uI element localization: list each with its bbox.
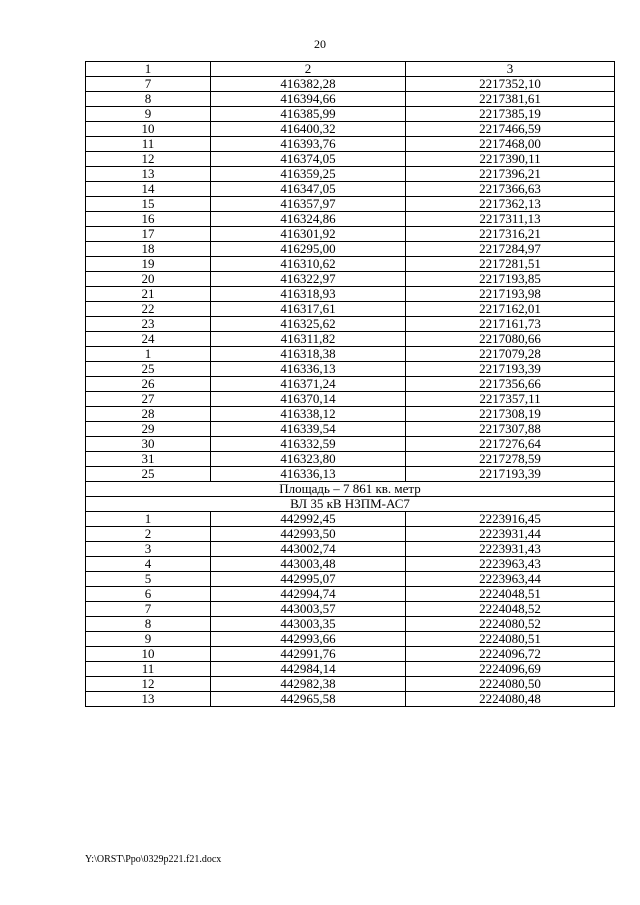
table-row (86, 587, 615, 602)
table-row (86, 362, 615, 377)
table-row (86, 317, 615, 332)
table-row (86, 287, 615, 302)
table-row (86, 347, 615, 362)
x-coordinate-cell: 443003,35 (211, 617, 406, 632)
point-number-cell: 25 (86, 467, 211, 482)
x-coordinate-cell: 416323,80 (211, 452, 406, 467)
x-coordinate-cell: 416347,05 (211, 182, 406, 197)
coordinates-table (85, 61, 615, 707)
x-coordinate-cell: 416332,59 (211, 437, 406, 452)
x-coordinate-cell: 443003,48 (211, 557, 406, 572)
x-coordinate-cell: 416336,13 (211, 467, 406, 482)
y-coordinate-cell: 2217276,64 (406, 437, 615, 452)
point-number-cell: 18 (86, 242, 211, 257)
point-number-cell: 20 (86, 272, 211, 287)
y-coordinate-cell: 2217281,51 (406, 257, 615, 272)
point-number-cell: 17 (86, 227, 211, 242)
table-row (86, 227, 615, 242)
table-row (86, 662, 615, 677)
table-row (86, 647, 615, 662)
point-number-cell: 31 (86, 452, 211, 467)
table-row (86, 407, 615, 422)
y-coordinate-cell: 2217284,97 (406, 242, 615, 257)
table-row (86, 182, 615, 197)
table-row (86, 122, 615, 137)
point-number-cell: 13 (86, 167, 211, 182)
table-row (86, 257, 615, 272)
y-coordinate-cell: 2224080,50 (406, 677, 615, 692)
x-coordinate-cell: 416371,24 (211, 377, 406, 392)
y-coordinate-cell: 2217193,39 (406, 362, 615, 377)
point-number-cell: 13 (86, 692, 211, 707)
page-number: 20 (314, 37, 326, 51)
x-coordinate-cell: 443002,74 (211, 542, 406, 557)
table-row (86, 572, 615, 587)
table-row (86, 557, 615, 572)
table-row (86, 167, 615, 182)
x-coordinate-cell: 442991,76 (211, 647, 406, 662)
table-row (86, 527, 615, 542)
y-coordinate-cell: 2217193,98 (406, 287, 615, 302)
y-coordinate-cell: 2217396,21 (406, 167, 615, 182)
point-number-cell: 9 (86, 107, 211, 122)
y-coordinate-cell: 2217278,59 (406, 452, 615, 467)
x-coordinate-cell: 416295,00 (211, 242, 406, 257)
file-path-footer: Y:\ORST\Ppo\0329p221.f21.docx (85, 854, 222, 865)
y-coordinate-cell: 2217362,13 (406, 197, 615, 212)
section-title: ВЛ 35 кВ НЗПМ-АС7 (86, 497, 615, 512)
point-number-cell: 10 (86, 122, 211, 137)
y-coordinate-cell: 2223931,43 (406, 542, 615, 557)
point-number-cell: 7 (86, 602, 211, 617)
column-header-y: 3 (406, 62, 615, 77)
y-coordinate-cell: 2224080,51 (406, 632, 615, 647)
x-coordinate-cell: 416318,93 (211, 287, 406, 302)
point-number-cell: 25 (86, 362, 211, 377)
y-coordinate-cell: 2217311,13 (406, 212, 615, 227)
table-row (86, 137, 615, 152)
y-coordinate-cell: 2217466,59 (406, 122, 615, 137)
y-coordinate-cell: 2217381,61 (406, 92, 615, 107)
table-row (86, 677, 615, 692)
y-coordinate-cell: 2224048,52 (406, 602, 615, 617)
table-row (86, 377, 615, 392)
point-number-cell: 23 (86, 317, 211, 332)
x-coordinate-cell: 442965,58 (211, 692, 406, 707)
column-header-point: 1 (86, 62, 211, 77)
point-number-cell: 5 (86, 572, 211, 587)
point-number-cell: 7 (86, 77, 211, 92)
area-total: Площадь – 7 861 кв. метр (86, 482, 615, 497)
header-row (86, 62, 615, 77)
coordinates-table-body (86, 62, 615, 707)
y-coordinate-cell: 2224080,52 (406, 617, 615, 632)
y-coordinate-cell: 2223963,43 (406, 557, 615, 572)
point-number-cell: 16 (86, 212, 211, 227)
point-number-cell: 4 (86, 557, 211, 572)
y-coordinate-cell: 2224048,51 (406, 587, 615, 602)
point-number-cell: 9 (86, 632, 211, 647)
section-title-row (86, 497, 615, 512)
point-number-cell: 8 (86, 617, 211, 632)
point-number-cell: 27 (86, 392, 211, 407)
column-header-x: 2 (211, 62, 406, 77)
y-coordinate-cell: 2217385,19 (406, 107, 615, 122)
table-row (86, 197, 615, 212)
point-number-cell: 24 (86, 332, 211, 347)
x-coordinate-cell: 416325,62 (211, 317, 406, 332)
y-coordinate-cell: 2217356,66 (406, 377, 615, 392)
y-coordinate-cell: 2217193,85 (406, 272, 615, 287)
point-number-cell: 30 (86, 437, 211, 452)
x-coordinate-cell: 442993,50 (211, 527, 406, 542)
table-row (86, 437, 615, 452)
point-number-cell: 12 (86, 677, 211, 692)
x-coordinate-cell: 416393,76 (211, 137, 406, 152)
y-coordinate-cell: 2223916,45 (406, 512, 615, 527)
x-coordinate-cell: 416357,97 (211, 197, 406, 212)
point-number-cell: 2 (86, 527, 211, 542)
point-number-cell: 19 (86, 257, 211, 272)
x-coordinate-cell: 442993,66 (211, 632, 406, 647)
x-coordinate-cell: 442994,74 (211, 587, 406, 602)
y-coordinate-cell: 2224080,48 (406, 692, 615, 707)
point-number-cell: 8 (86, 92, 211, 107)
table-row (86, 452, 615, 467)
x-coordinate-cell: 442992,45 (211, 512, 406, 527)
table-row (86, 632, 615, 647)
y-coordinate-cell: 2224096,69 (406, 662, 615, 677)
point-number-cell: 11 (86, 662, 211, 677)
x-coordinate-cell: 416317,61 (211, 302, 406, 317)
x-coordinate-cell: 416394,66 (211, 92, 406, 107)
table-row (86, 152, 615, 167)
y-coordinate-cell: 2217161,73 (406, 317, 615, 332)
point-number-cell: 12 (86, 152, 211, 167)
y-coordinate-cell: 2217307,88 (406, 422, 615, 437)
x-coordinate-cell: 442984,14 (211, 662, 406, 677)
x-coordinate-cell: 443003,57 (211, 602, 406, 617)
x-coordinate-cell: 416400,32 (211, 122, 406, 137)
y-coordinate-cell: 2217366,63 (406, 182, 615, 197)
table-row (86, 92, 615, 107)
table-row (86, 467, 615, 482)
y-coordinate-cell: 2217193,39 (406, 467, 615, 482)
table-row (86, 107, 615, 122)
x-coordinate-cell: 442995,07 (211, 572, 406, 587)
table-row (86, 602, 615, 617)
x-coordinate-cell: 416301,92 (211, 227, 406, 242)
point-number-cell: 11 (86, 137, 211, 152)
table-row (86, 542, 615, 557)
table-row (86, 212, 615, 227)
x-coordinate-cell: 416370,14 (211, 392, 406, 407)
x-coordinate-cell: 416385,99 (211, 107, 406, 122)
point-number-cell: 15 (86, 197, 211, 212)
area-total-row (86, 482, 615, 497)
x-coordinate-cell: 416318,38 (211, 347, 406, 362)
y-coordinate-cell: 2217316,21 (406, 227, 615, 242)
point-number-cell: 22 (86, 302, 211, 317)
point-number-cell: 14 (86, 182, 211, 197)
y-coordinate-cell: 2217162,01 (406, 302, 615, 317)
point-number-cell: 6 (86, 587, 211, 602)
point-number-cell: 1 (86, 512, 211, 527)
x-coordinate-cell: 442982,38 (211, 677, 406, 692)
table-row (86, 422, 615, 437)
y-coordinate-cell: 2217308,19 (406, 407, 615, 422)
point-number-cell: 26 (86, 377, 211, 392)
point-number-cell: 3 (86, 542, 211, 557)
x-coordinate-cell: 416324,86 (211, 212, 406, 227)
table-row (86, 617, 615, 632)
x-coordinate-cell: 416336,13 (211, 362, 406, 377)
x-coordinate-cell: 416310,62 (211, 257, 406, 272)
point-number-cell: 29 (86, 422, 211, 437)
x-coordinate-cell: 416311,82 (211, 332, 406, 347)
table-row (86, 692, 615, 707)
y-coordinate-cell: 2217357,11 (406, 392, 615, 407)
y-coordinate-cell: 2217079,28 (406, 347, 615, 362)
x-coordinate-cell: 416322,97 (211, 272, 406, 287)
table-row (86, 242, 615, 257)
table-row (86, 302, 615, 317)
table-row (86, 512, 615, 527)
y-coordinate-cell: 2223931,44 (406, 527, 615, 542)
table-row (86, 77, 615, 92)
y-coordinate-cell: 2223963,44 (406, 572, 615, 587)
y-coordinate-cell: 2217468,00 (406, 137, 615, 152)
y-coordinate-cell: 2217390,11 (406, 152, 615, 167)
x-coordinate-cell: 416338,12 (211, 407, 406, 422)
x-coordinate-cell: 416374,05 (211, 152, 406, 167)
table-row (86, 272, 615, 287)
y-coordinate-cell: 2217080,66 (406, 332, 615, 347)
point-number-cell: 1 (86, 347, 211, 362)
point-number-cell: 21 (86, 287, 211, 302)
x-coordinate-cell: 416359,25 (211, 167, 406, 182)
x-coordinate-cell: 416382,28 (211, 77, 406, 92)
point-number-cell: 10 (86, 647, 211, 662)
x-coordinate-cell: 416339,54 (211, 422, 406, 437)
table-row (86, 332, 615, 347)
y-coordinate-cell: 2224096,72 (406, 647, 615, 662)
table-row (86, 392, 615, 407)
y-coordinate-cell: 2217352,10 (406, 77, 615, 92)
point-number-cell: 28 (86, 407, 211, 422)
